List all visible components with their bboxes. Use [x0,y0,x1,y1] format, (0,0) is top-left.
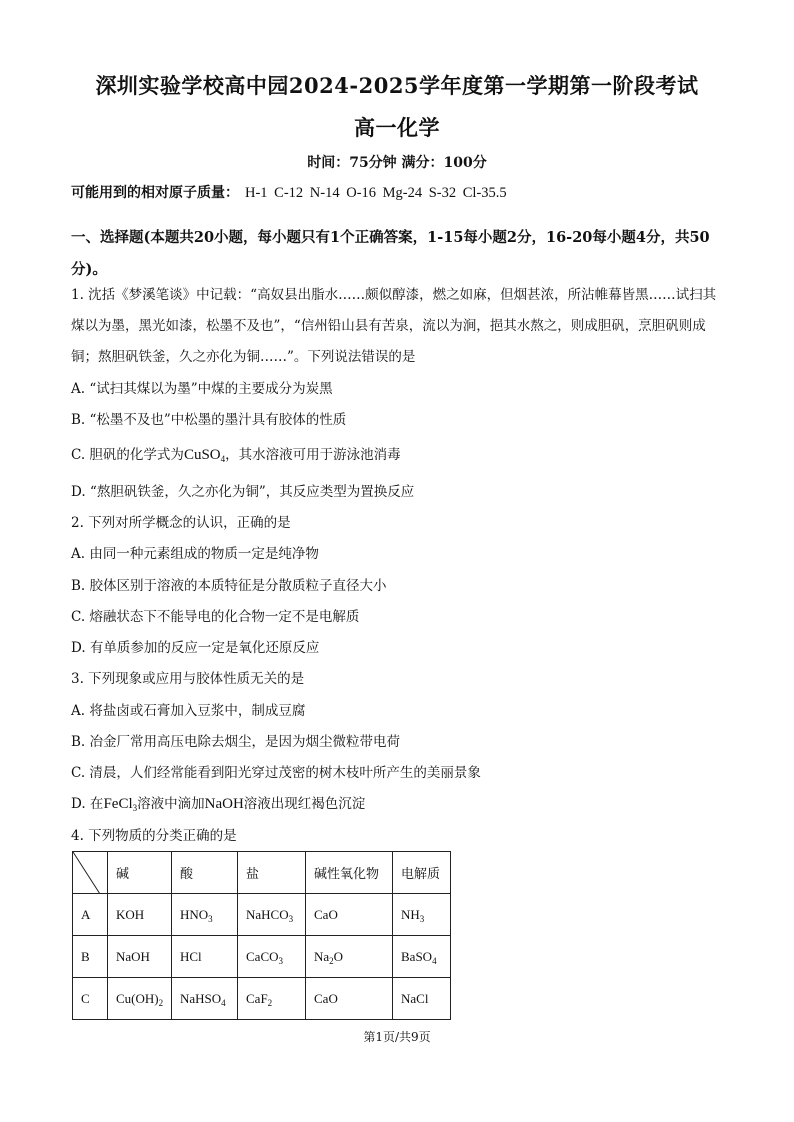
diagonal-line [73,852,100,894]
question-2-option-a: A. 由同一种元素组成的物质一定是纯净物 [71,546,319,562]
question-3-option-a: A. 将盐卤或石膏加入豆浆中，制成豆腐 [71,703,306,719]
question-1-option-d: D. “熬胆矾铁釜，久之亦化为铜”，其反应类型为置换反应 [71,484,415,500]
exam-title: 深圳实验学校高中园2024-2025学年度第一学期第一阶段考试 [95,73,699,98]
table-cell [306,936,393,978]
cell-formula: NaHSO [180,990,222,1006]
page-footer: 第1页/共9页 [363,1030,431,1044]
formula-subscript: 4 [220,454,226,464]
table-cell [238,894,306,936]
question-2-option-d: D. 有单质参加的反应一定是氧化还原反应 [71,640,320,656]
table-body [73,894,451,1020]
row-label: A [73,894,108,936]
header-cell: 盐 [238,852,306,894]
row-label: C [73,978,108,1020]
table-cell [306,894,393,936]
cell-formula: HCl [180,948,202,964]
table-cell [393,894,451,936]
question-1-stem: 1. 沈括《梦溪笔谈》中记载：“高奴县出脂水……颇似醇漆，燃之如麻，但烟甚浓，所沾帷幕皆黑……试扫其煤以为墨，黑光如漆，松墨不及也”，“信州铅山县有苦泉，流以为涧，挹其水熬之，则成胆矾，烹胆矾则成铜；熬胆矾铁釜，久之亦化为铜……”。下列说法错误的是 [71,287,717,365]
cell-subscript: 2 [158,997,164,1008]
table-cell [238,936,306,978]
formula-text: FeCl [103,796,133,812]
table-cell [108,978,172,1020]
question-1-option-c [71,445,721,465]
header-cell: 电解质 [393,852,451,894]
table-row [73,978,451,1020]
cell-formula: NaHCO [246,906,289,922]
header-cell: 碱性氧化物 [306,852,393,894]
formula-text: CuSO [183,447,221,463]
question-1-option-b: B. “松墨不及也”中松墨的墨汁具有胶体的性质 [71,412,347,428]
option-text: C. 胆矾的化学式为 [71,447,184,463]
option-text: ，其水溶液可用于游泳池消毒 [225,447,401,463]
diagonal-header-cell [73,852,108,894]
cell-formula: NaOH [116,948,150,964]
table-cell [306,978,393,1020]
table-cell [393,978,451,1020]
cell-subscript: 3 [288,913,294,924]
cell-subscript: 4 [432,955,437,966]
atomic-mass-label: 可能用到的相对原子质量： [71,185,239,201]
question-1-option-a: A. “试扫其煤以为墨”中煤的主要成分为炭黑 [71,381,333,397]
option-text: 溶液出现红褐色沉淀 [243,796,366,812]
cell-subscript: 3 [208,913,213,924]
question-2-stem: 2. 下列对所学概念的认识，正确的是 [71,515,291,531]
question-3-stem: 3. 下列现象或应用与胶体性质无关的是 [71,671,305,687]
cell-formula-tail: O [333,948,344,964]
question-4-stem: 4. 下列物质的分类正确的是 [71,828,237,844]
table-row [73,894,451,936]
question-2-option-b: B. 胶体区别于溶液的本质特征是分散质粒子直径大小 [71,578,387,594]
cell-subscript: 2 [329,955,334,966]
header-cell: 碱 [108,852,172,894]
table-cell [393,936,451,978]
question-3-option-b: B. 冶金厂常用高压电除去烟尘，是因为烟尘微粒带电荷 [71,734,401,750]
cell-formula: BaSO [401,948,433,964]
question-2-option-c: C. 熔融状态下不能导电的化合物一定不是电解质 [71,609,360,625]
question-3-option-d [71,794,721,814]
table-header-row [73,852,451,894]
cell-formula: Cu(OH) [116,990,159,1006]
section-heading: 一、选择题(本题共20小题，每小题只有1个正确答案，1-15每小题2分，16-20每小题4分，共50分)。 [71,229,710,278]
exam-subtitle: 高一化学 [354,115,440,140]
cell-formula: HNO [180,906,209,922]
table-cell [108,936,172,978]
cell-formula: NaCl [401,990,429,1006]
time-score: 时间：75分钟 满分：100分 [307,155,487,171]
formula [184,447,225,463]
formula [103,796,137,812]
table-cell [108,894,172,936]
classification-table [72,851,451,1020]
cell-formula: CaCO [246,948,279,964]
atomic-mass-line [71,182,507,202]
cell-formula: KOH [116,906,145,922]
atomic-mass-values: H-1 C-12 N-14 O-16 Mg-24 S-32 Cl-35.5 [245,185,507,201]
formula-subscript: 3 [132,803,138,813]
header-cell: 酸 [172,852,238,894]
cell-subscript: 3 [278,955,283,966]
table-cell [238,978,306,1020]
cell-formula: CaO [314,906,338,922]
table-cell [172,894,238,936]
formula: NaOH [204,796,244,812]
option-text: D. 在 [71,796,104,812]
cell-subscript: 2 [267,997,273,1008]
cell-formula: Na [314,948,330,964]
table-cell [172,978,238,1020]
cell-subscript: 4 [221,997,226,1008]
question-3-option-c: C. 清晨，人们经常能看到阳光穿过茂密的树木枝叶所产生的美丽景象 [71,765,481,781]
table-cell [172,936,238,978]
cell-subscript: 3 [419,913,425,924]
cell-formula: CaO [314,990,338,1006]
table-row [73,936,451,978]
row-label: B [73,936,108,978]
cell-formula: NH [401,906,420,922]
cell-formula: CaF [246,990,268,1006]
option-text: 溶液中滴加 [137,796,205,812]
